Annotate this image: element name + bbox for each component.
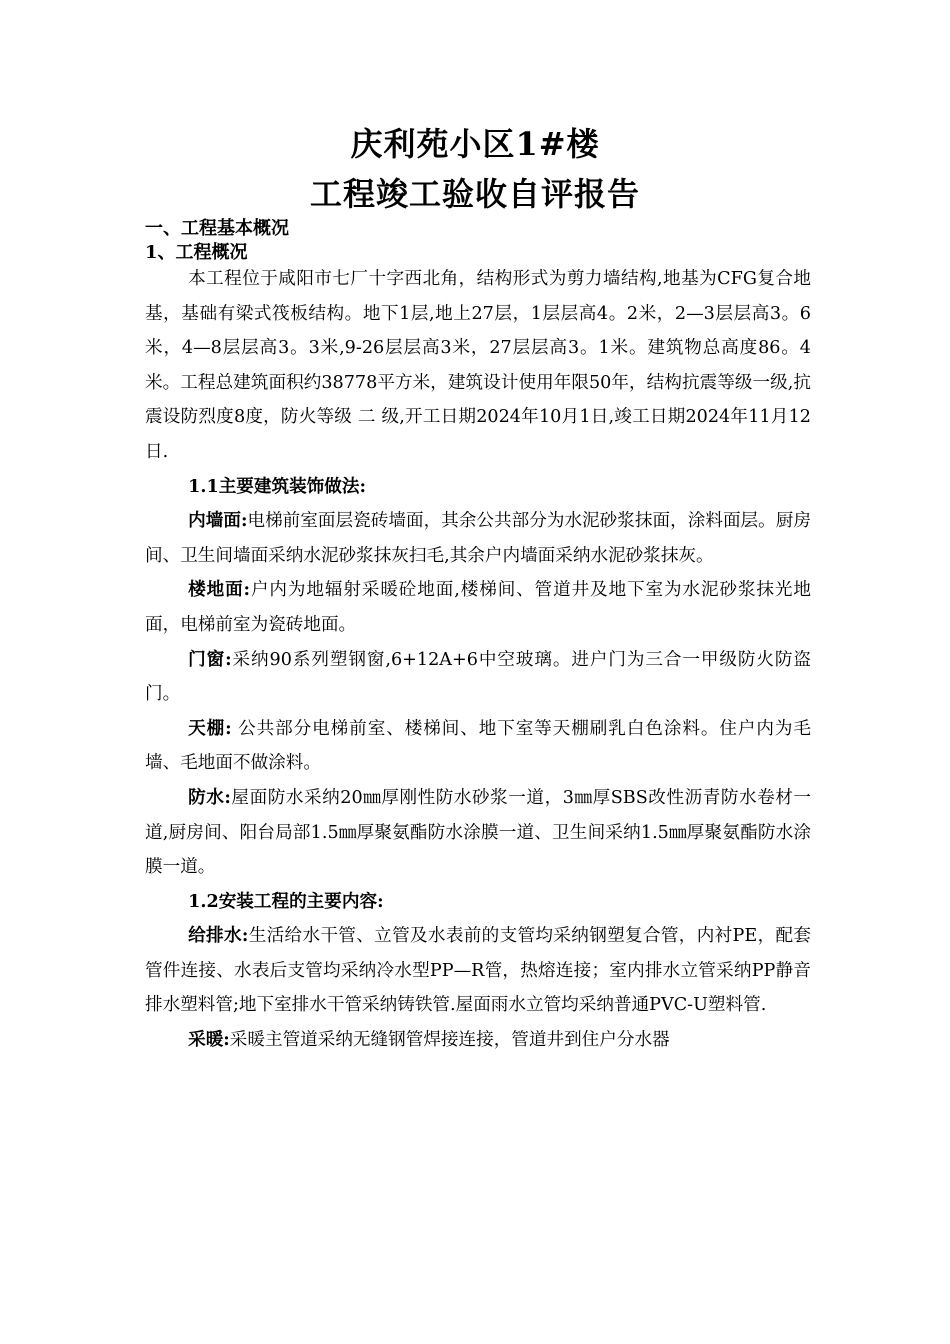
plumbing-paragraph bbox=[145, 919, 811, 1023]
plumbing-text: 生活给水干管、立管及水表前的支管均采纳钢塑复合管，内衬PE，配套管件连接、水表后支管均采纳冷水型PP—R管，热熔连接；室内排水立管采纳PP静音排水塑料管;地下室排水干管采纳铸铁管.屋面雨水立管均采纳普通PVC-U塑料管. bbox=[145, 926, 812, 1016]
interior-wall-text: 电梯前室面层瓷砖墙面，其余公共部分为水泥砂浆抹面，涂料面层。厨房间、卫生间墙面采纳水泥砂浆抹灰扫毛,其余户内墙面采纳水泥砂浆抹灰。 bbox=[145, 511, 811, 566]
document-body bbox=[145, 262, 811, 1058]
interior-wall-label: 内墙面: bbox=[188, 510, 248, 532]
doors-windows-paragraph bbox=[145, 643, 811, 712]
waterproof-text: 屋面防水采纳20㎜厚刚性防水砂浆一道，3㎜厚SBS改性沥青防水卷材一道,厨房间、阳台局部1.5㎜厚聚氨酯防水涂膜一道、卫生间采纳1.5㎜厚聚氨酯防水涂膜一道。 bbox=[145, 787, 811, 878]
waterproof-paragraph bbox=[145, 781, 811, 885]
ceiling-label: 天棚: bbox=[188, 717, 232, 739]
ceiling-paragraph bbox=[145, 712, 811, 781]
subsection-heading-1: 1、工程概况 bbox=[145, 242, 248, 263]
doors-windows-text: 采纳90系列塑钢窗,6+12A+6中空玻璃。进户门为三合一甲级防火防盗门。 bbox=[145, 649, 812, 705]
document-title-line1: 庆利苑小区1#楼 bbox=[350, 125, 600, 163]
doors-windows-label: 门窗: bbox=[188, 648, 232, 670]
subsection-heading-1-2: 1.2安装工程的主要内容: bbox=[188, 890, 384, 912]
plumbing-label: 给排水: bbox=[188, 925, 249, 947]
interior-wall-paragraph bbox=[145, 504, 811, 573]
waterproof-label: 防水: bbox=[188, 786, 231, 808]
subsection-heading-1-1: 1.1主要建筑装饰做法: bbox=[188, 475, 366, 497]
floor-paragraph bbox=[145, 573, 811, 642]
overview-paragraph: 本工程位于咸阳市七厂十字西北角，结构形式为剪力墙结构,地基为CFG复合地基，基础有梁式筏板结构。地下1层,地上27层，1层层高4。2米，2—3层层高3。6米，4—8层层高3。3米,9-26层层高3米，27层层高3。1米。建筑物总高度86。4米。工程总建筑面积约38778平方米，建筑设计使用年限50年，结构抗震等级一级,抗震设防烈度8度，防火等级 二 级,开工日期2024年10月1日,竣工日期2024年11月12日. bbox=[145, 269, 811, 462]
section-heading-1: 一、工程基本概况 bbox=[145, 218, 289, 239]
floor-text: 户内为地辐射采暖砼地面,楼梯间、管道井及地下室为水泥砂浆抹光地面，电梯前室为瓷砖地面。 bbox=[145, 580, 811, 635]
document-title-line2: 工程竣工验收自评报告 bbox=[309, 175, 640, 213]
ceiling-text: 公共部分电梯前室、楼梯间、地下室等天棚刷乳白色涂料。住户内为毛墙、毛地面不做涂料。 bbox=[145, 718, 811, 774]
heating-label: 采暖: bbox=[188, 1029, 230, 1051]
heating-text: 采暖主管道采纳无缝钢管焊接连接，管道井到住户分水器 bbox=[229, 1030, 670, 1051]
floor-label: 楼地面: bbox=[188, 579, 251, 601]
heating-paragraph bbox=[145, 1023, 811, 1058]
